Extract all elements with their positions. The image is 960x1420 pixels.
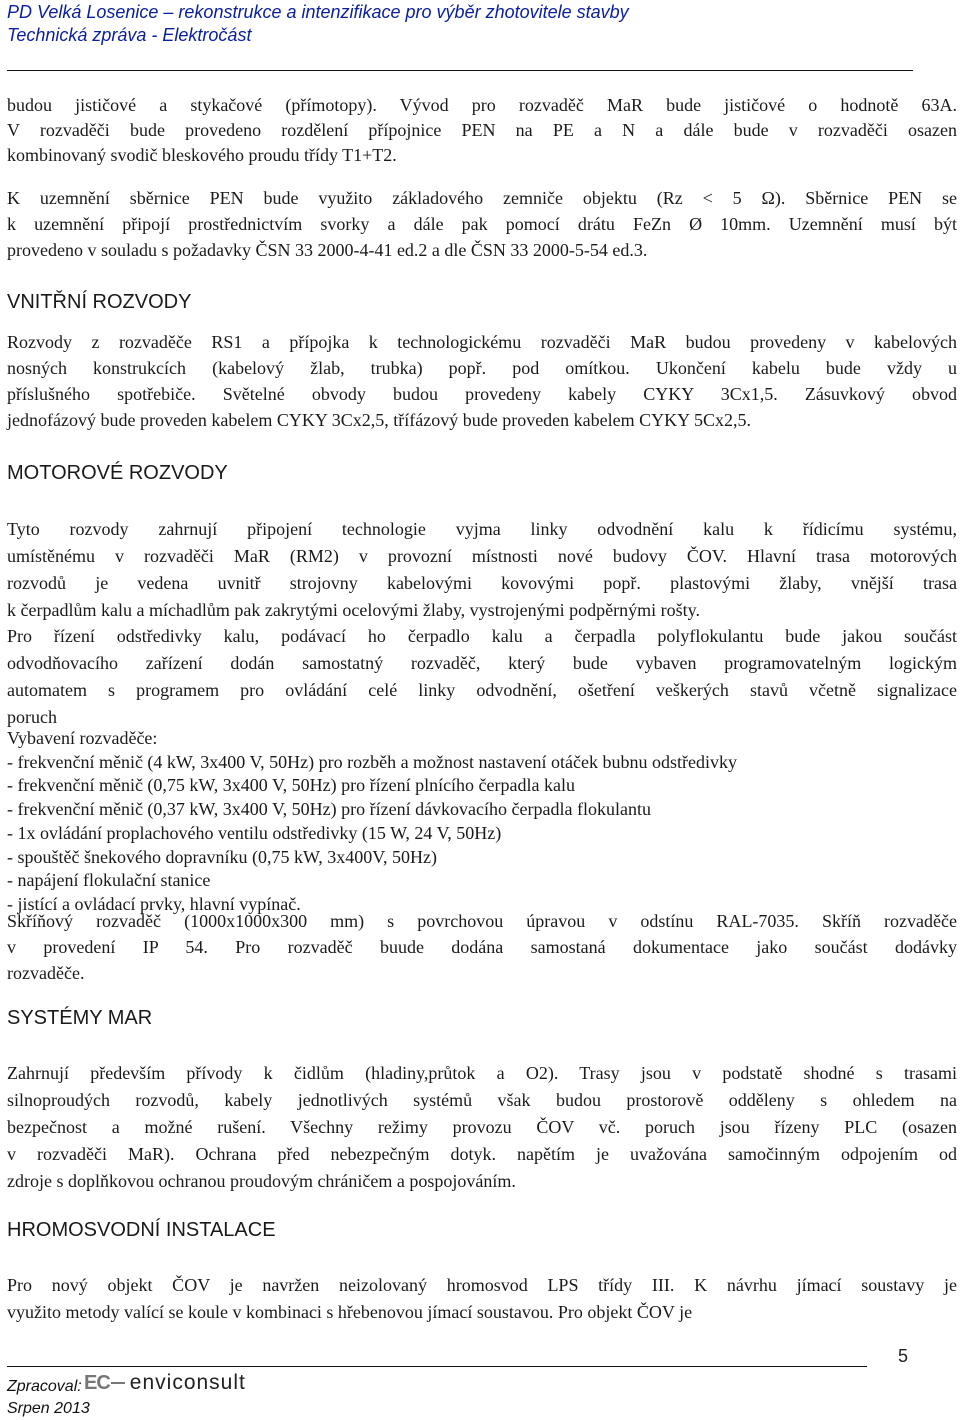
text-line: k uzemnění připojí prostřednictvím svorky a dále pak pomocí drátu FeZn Ø 10mm. Uzemnění musí být bbox=[7, 214, 957, 234]
text-line: zdroje s doplňkovou ochranou proudovým chráničem a pospojováním. bbox=[7, 1171, 516, 1191]
switchboard-equipment-list bbox=[7, 727, 957, 917]
footer-divider bbox=[7, 1366, 867, 1367]
section-heading-motor-wiring: MOTOROVÉ ROZVODY bbox=[7, 462, 228, 484]
text-line: využito metody valící se koule v kombinaci s hřebenovou jímací soustavou. Pro objekt ČOV je bbox=[7, 1302, 693, 1322]
text-line: bezpečnost a možné rušení. Všechny režimy provozu ČOV vč. poruch jsou řízeny PLC (osazen bbox=[7, 1117, 957, 1137]
logo-wordmark: enviconsult bbox=[129, 1371, 246, 1394]
list-item: - frekvenční měnič (0,75 kW, 3x400 V, 50Hz) pro řízení plnícího čerpadla kalu bbox=[7, 775, 576, 796]
footer-date: Srpen 2013 bbox=[7, 1400, 90, 1417]
text-line: K uzemnění sběrnice PEN bude využito základového zemniče objektu (Rz < 5 Ω). Sběrnice PEN se bbox=[7, 188, 957, 208]
list-item: - frekvenční měnič (4 kW, 3x400 V, 50Hz) pro rozběh a možnost nastavení otáček bubnu odstředivky bbox=[7, 751, 737, 772]
text-line: v rozvaděči MaR). Ochrana před nebezpečným dotyk. napětím je uvažována samočinným odpojením od bbox=[7, 1144, 957, 1164]
text-line: kombinovaný svodič bleskového proudu třídy T1+T2. bbox=[7, 145, 397, 165]
internal-wiring-paragraph bbox=[7, 329, 957, 433]
footer-prepared-by-label: Zpracoval: bbox=[7, 1378, 82, 1395]
header-project-title: PD Velká Losenice – rekonstrukce a intenzifikace pro výběr zhotovitele stavby bbox=[7, 2, 629, 22]
intro-paragraph-1 bbox=[7, 93, 957, 168]
mar-systems-paragraph bbox=[7, 1060, 957, 1195]
section-heading-internal-wiring: VNITŘNÍ ROZVODY bbox=[7, 291, 192, 313]
list-item: - napájení flokulační stanice bbox=[7, 870, 211, 891]
text-line: jednofázový bude proveden kabelem CYKY 3Cx2,5, třífázový bude proveden kabelem CYKY 5Cx2,5. bbox=[7, 410, 751, 430]
section-heading-lightning-protection: HROMOSVODNÍ INSTALACE bbox=[7, 1219, 276, 1241]
text-line: nosných konstrukcích (kabelový žlab, trubka) popř. pod omítkou. Ukončení kabelu bude vždy u bbox=[7, 358, 957, 378]
text-line: k čerpadlům kalu a míchadlům pak zakrytými ocelovými žlaby, vystrojenými podpěrnými rošty. bbox=[7, 600, 700, 620]
motor-wiring-paragraph-3 bbox=[7, 908, 957, 986]
header-divider bbox=[7, 70, 913, 71]
text-line: rozvaděče. bbox=[7, 963, 85, 983]
text-line: Zahrnují především přívody k čidlům (hladiny,průtok a O2). Trasy jsou v podstatě shodné s trasami bbox=[7, 1063, 957, 1083]
section-heading-mar-systems: SYSTÉMY MAR bbox=[7, 1007, 153, 1029]
text-line: rozvodů je vedena uvnitř strojovny kabelovými kovovými popř. plastovými žlaby, vnější trasa bbox=[7, 573, 957, 593]
list-item: - spouštěč šnekového dopravníku (0,75 kW, 3x400V, 50Hz) bbox=[7, 846, 437, 867]
text-line: v provedení IP 54. Pro rozvaděč buude dodána samostaná dokumentace jako součást dodávky bbox=[7, 937, 957, 957]
text-line: silnoproudých rozvodů, kabely jednotlivých systémů však budou prostorově odděleny s ohledem na bbox=[7, 1090, 957, 1110]
motor-wiring-paragraph-2 bbox=[7, 623, 957, 731]
text-line: automatem s programem pro ovládání celé linky odvodnění, ošetření veškerých stavů včetně signalizace bbox=[7, 680, 957, 700]
enviconsult-logo bbox=[84, 1372, 246, 1394]
logo-mark-icon: EC bbox=[84, 1371, 110, 1394]
text-line: provedeno v souladu s požadavky ČSN 33 2000-4-41 ed.2 a dle ČSN 33 2000-5-54 ed.3. bbox=[7, 240, 648, 260]
list-item: - 1x ovládání proplachového ventilu odstředivky (15 W, 24 V, 50Hz) bbox=[7, 822, 502, 843]
logo-dash-icon bbox=[110, 1380, 126, 1386]
text-line: poruch bbox=[7, 707, 57, 727]
header-report-title: Technická zpráva - Elektročást bbox=[7, 25, 252, 45]
text-line: Skříňový rozvaděč (1000x1000x300 mm) s povrchovou úpravou v odstínu RAL-7035. Skříň rozvaděče bbox=[7, 911, 957, 931]
text-line: odvodňovacího zařízení dodán samostatný rozvaděč, který bude vybaven programovatelným logickým bbox=[7, 653, 957, 673]
list-item: - jistící a ovládací prvky, hlavní vypínač. bbox=[7, 893, 301, 914]
text-line: V rozvaděči bude provedeno rozdělení přípojnice PEN na PE a N a dále bude v rozvaděči osazen bbox=[7, 120, 957, 140]
intro-paragraph-2 bbox=[7, 185, 957, 263]
text-line: Tyto rozvody zahrnují připojení technologie vyjma linky odvodnění kalu k řídicímu systému, bbox=[7, 519, 957, 539]
list-item: - frekvenční měnič (0,37 kW, 3x400 V, 50Hz) pro řízení dávkovacího čerpadla flokulantu bbox=[7, 799, 651, 820]
text-line: budou jističové a stykačové (přímotopy). Vývod pro rozvaděč MaR bude jističové o hodnotě 63A. bbox=[7, 95, 957, 115]
text-line: příslušného spotřebiče. Světelné obvody budou provedeny kabely CYKY 3Cx1,5. Zásuvkový obvod bbox=[7, 384, 957, 404]
list-title: Vybavení rozvaděče: bbox=[7, 728, 158, 748]
text-line: Pro nový objekt ČOV je navržen neizolovaný hromosvod LPS třídy III. K návrhu jímací soustavy je bbox=[7, 1275, 957, 1295]
text-line: Pro řízení odstředivky kalu, podávací ho čerpadlo kalu a čerpadla polyflokulantu bude jakou součást bbox=[7, 626, 957, 646]
motor-wiring-paragraph-1 bbox=[7, 516, 957, 624]
page-number: 5 bbox=[897, 1346, 908, 1366]
text-line: umístěnému v rozvaděči MaR (RM2) v provozní místnosti nové budovy ČOV. Hlavní trasa motorových bbox=[7, 546, 957, 566]
text-line: Rozvody z rozvaděče RS1 a přípojka k technologickému rozvaděči MaR budou provedeny v kabelových bbox=[7, 332, 957, 352]
lightning-protection-paragraph bbox=[7, 1272, 957, 1326]
